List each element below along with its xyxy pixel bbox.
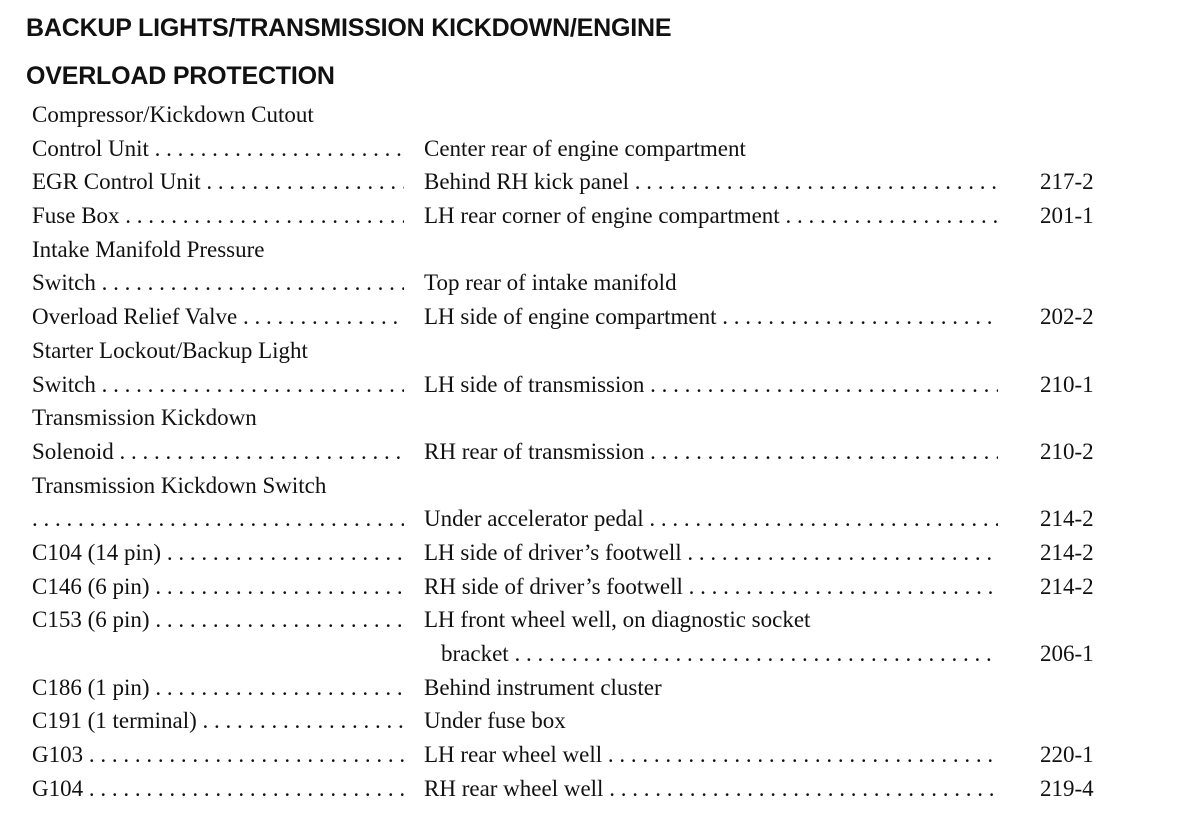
- page-reference: 217-2: [1040, 169, 1094, 195]
- component-location: Under fuse box: [424, 708, 566, 734]
- component-name: Starter Lockout/Backup Light: [32, 337, 308, 363]
- table-row: [0, 536, 1184, 570]
- component-location: LH side of transmission . . .: [424, 368, 998, 402]
- component-name: Fuse Box . . .: [32, 199, 404, 233]
- component-location: LH front wheel well, on diagnostic socket: [424, 607, 811, 633]
- table-row: [0, 603, 1184, 637]
- component-name: Switch . . .: [32, 368, 404, 402]
- component-name: Solenoid . . .: [32, 435, 404, 469]
- component-name: C186 (1 pin) . . .: [32, 671, 404, 705]
- table-row: [0, 704, 1184, 738]
- table-row: [0, 334, 1184, 368]
- page-reference: 214-2: [1040, 539, 1094, 565]
- component-name: C191 (1 terminal) . . .: [32, 704, 404, 738]
- table-row: [0, 132, 1184, 166]
- component-name: Switch . . .: [32, 266, 404, 300]
- page-reference: 214-2: [1040, 573, 1094, 599]
- table-row: [0, 738, 1184, 772]
- component-location: Center rear of engine compartment: [424, 135, 746, 161]
- component-location: LH side of engine compartment . . .: [424, 300, 998, 334]
- component-name: G104 . . .: [32, 772, 404, 806]
- table-row: [0, 637, 1184, 671]
- table-row: [0, 502, 1184, 536]
- component-location: LH rear wheel well . . .: [424, 738, 998, 772]
- component-name: C104 (14 pin) . . .: [32, 536, 404, 570]
- table-row: [0, 570, 1184, 604]
- component-location: RH rear of transmission . . .: [424, 435, 998, 469]
- table-row: [0, 233, 1184, 267]
- section-heading-line-1: BACKUP LIGHTS/TRANSMISSION KICKDOWN/ENGINE: [26, 14, 672, 42]
- component-location: bracket . . .: [441, 637, 998, 671]
- page-reference: 214-2: [1040, 506, 1094, 532]
- component-location: Top rear of intake manifold: [424, 270, 677, 296]
- table-row: [0, 772, 1184, 806]
- component-name: Intake Manifold Pressure: [32, 236, 265, 262]
- table-row: [0, 199, 1184, 233]
- page-reference: 210-2: [1040, 438, 1094, 464]
- table-row: [0, 266, 1184, 300]
- page-reference: 219-4: [1040, 775, 1094, 801]
- table-row: [0, 435, 1184, 469]
- component-name: Overload Relief Valve . . .: [32, 300, 404, 334]
- component-location-table: [0, 98, 1184, 805]
- table-row: [0, 401, 1184, 435]
- component-name: EGR Control Unit . . .: [32, 165, 404, 199]
- table-row: [0, 300, 1184, 334]
- table-row: [0, 165, 1184, 199]
- table-row: [0, 98, 1184, 132]
- component-location: LH rear corner of engine compartment . . .: [424, 199, 998, 233]
- section-heading-line-2: OVERLOAD PROTECTION: [26, 62, 335, 90]
- component-name: Transmission Kickdown Switch: [32, 472, 327, 498]
- component-location: Under accelerator pedal . . .: [424, 502, 998, 536]
- component-name: [32, 502, 404, 536]
- page-reference: 206-1: [1040, 641, 1094, 666]
- table-row: [0, 469, 1184, 503]
- component-location: Behind RH kick panel . . .: [424, 165, 998, 199]
- component-location: LH side of driver’s footwell . . .: [424, 536, 998, 570]
- page-reference: 201-1: [1040, 203, 1094, 229]
- component-name: Compressor/Kickdown Cutout: [32, 102, 314, 127]
- component-name: C146 (6 pin) . . .: [32, 570, 404, 604]
- page-reference: 220-1: [1040, 742, 1094, 768]
- component-name: Transmission Kickdown: [32, 405, 257, 431]
- page-reference: 202-2: [1040, 304, 1094, 330]
- component-name: Control Unit . . .: [32, 132, 404, 166]
- component-location: RH side of driver’s footwell . . .: [424, 570, 998, 604]
- component-location: Behind instrument cluster: [424, 674, 662, 700]
- component-name: C153 (6 pin) . . .: [32, 603, 404, 637]
- component-location: RH rear wheel well . . .: [424, 772, 998, 806]
- table-row: [0, 368, 1184, 402]
- component-name: G103 . . .: [32, 738, 404, 772]
- table-row: [0, 671, 1184, 705]
- page-reference: 210-1: [1040, 371, 1094, 397]
